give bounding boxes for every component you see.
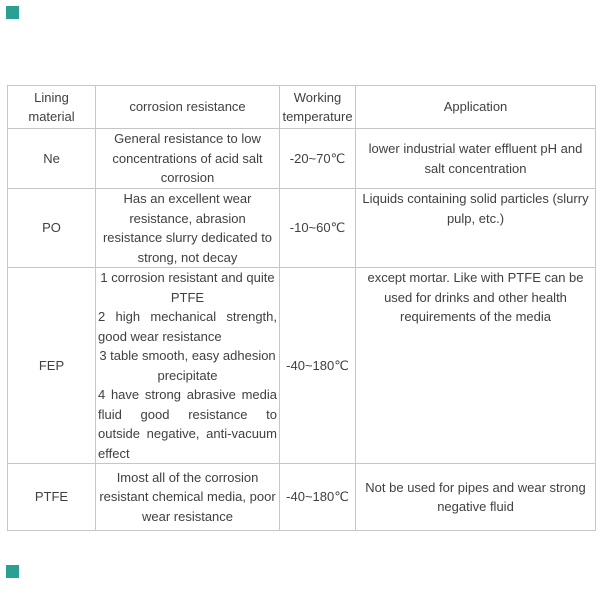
header-corrosion-resistance: corrosion resistance <box>96 86 280 129</box>
temperature-cell: -40~180℃ <box>280 268 356 464</box>
resistance-text: 2 high mechanical strength, good wear resistance <box>98 309 277 344</box>
table-row <box>8 268 596 464</box>
resistance-text: 3 table smooth, easy adhesion precipitate <box>99 348 276 383</box>
resistance-text: General resistance to low concentrations of acid salt corrosion <box>112 131 263 186</box>
resistance-text: 4 have strong abrasive media fluid good resistance to outside negative, anti-vacuum effect <box>98 387 277 461</box>
temperature-cell: -40~180℃ <box>280 464 356 531</box>
application-cell: Liquids containing solid particles (slurry pulp, etc.) <box>356 189 596 268</box>
material-cell: PO <box>8 189 96 268</box>
table-row <box>8 129 596 189</box>
application-cell: lower industrial water effluent pH and salt concentration <box>356 129 596 189</box>
selection-handle-top-left-icon <box>6 6 19 19</box>
material-cell: FEP <box>8 268 96 464</box>
temperature-cell: -20~70℃ <box>280 129 356 189</box>
lining-material-table <box>7 85 596 531</box>
table-body <box>8 129 596 531</box>
table-row <box>8 464 596 531</box>
table-row <box>8 189 596 268</box>
resistance-cell <box>96 268 280 464</box>
resistance-text: 1 corrosion resistant and quite PTFE <box>100 270 275 305</box>
header-working-temperature: Working temperature <box>280 86 356 129</box>
selection-handle-bottom-left-icon <box>6 565 19 578</box>
resistance-cell <box>96 129 280 189</box>
header-row <box>8 86 596 129</box>
resistance-cell <box>96 189 280 268</box>
resistance-cell <box>96 464 280 531</box>
header-lining-material: Lining material <box>8 86 96 129</box>
material-cell: Ne <box>8 129 96 189</box>
table-container <box>7 85 596 531</box>
resistance-text: Imost all of the corrosion resistant chemical media, poor wear resistance <box>99 469 276 524</box>
resistance-text: Has an excellent wear resistance, abrasion resistance slurry dedicated to strong, not decay <box>102 191 273 265</box>
temperature-cell: -10~60℃ <box>280 189 356 268</box>
application-cell: except mortar. Like with PTFE can be used for drinks and other health requirements of the media <box>356 268 596 464</box>
header-application: Application <box>356 86 596 129</box>
application-cell: Not be used for pipes and wear strong negative fluid <box>356 464 596 531</box>
material-cell: PTFE <box>8 464 96 531</box>
